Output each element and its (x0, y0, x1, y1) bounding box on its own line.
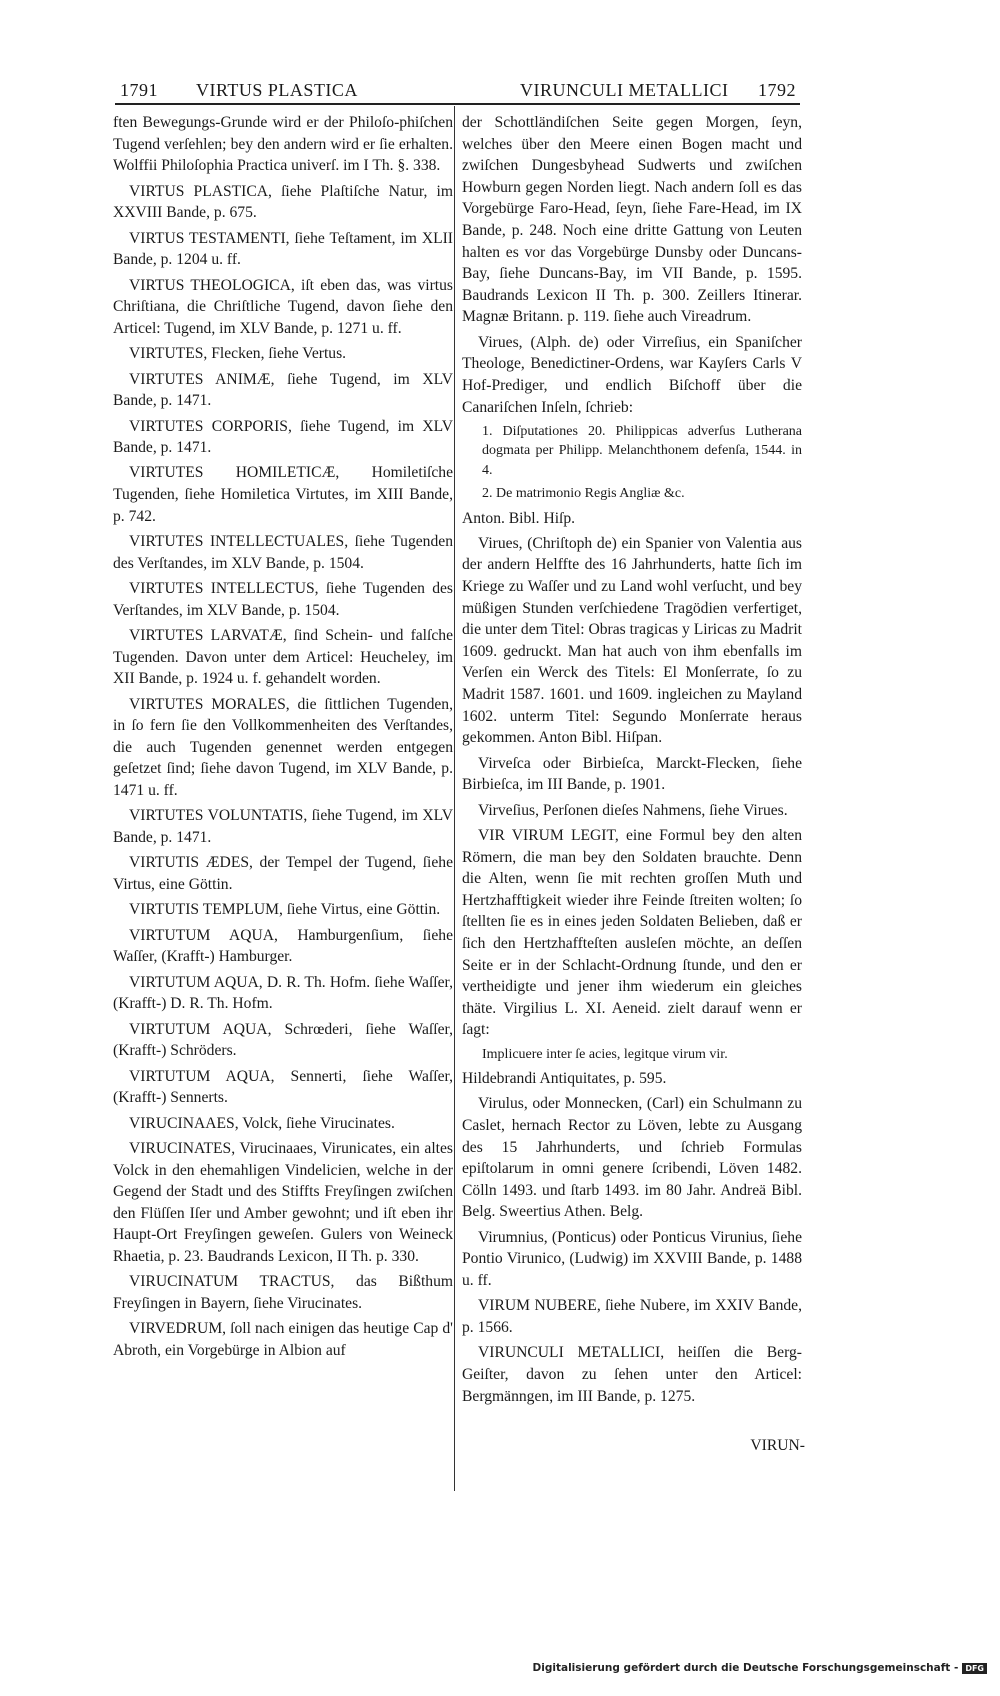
left-page-number: 1791 (120, 80, 158, 100)
entry-virtutes-animae: VIRTUTES ANIMÆ, ſiehe Tugend, im XLV Bande, p. 1471. (113, 370, 453, 410)
entry-virvesius: Virveſius, Perſonen dieſes Nahmens, ſiehe Virues. (478, 801, 788, 819)
entry-virtutum-aqua-hofm: VIRTUTUM AQUA, D. R. Th. Hofm. ſiehe Waſſer, (Krafft-) D. R. Th. Hofm. (113, 973, 453, 1013)
citation: Hildebrandi Antiquitates, p. 595. (462, 1070, 667, 1088)
entry-virues-christoph: Virues, (Chriſtoph de) ein Spanier von Valentia aus der andern Helffte des 16 Jahrhunderts, hatte ſich im Kriege zu Waſſer und zu Land wohl verſucht, und bey müßigen Stunden verſchiedene Tragödien verfertiget, die unter dem Titel: Obras tragicas y Liricas zu Madrit 1609. gedruckt. Man hat auch von ihm ebenfalls im Verſen ein Werck des Titels: El Monſerrate, ſo zu Madrit 1587. 1601. und 1609. ingleichen zu Mayland 1602. unterm Titel: Segundo Monſerrate heraus gekommen. Anton Bibl. Hiſpan. (462, 534, 802, 747)
citation: Anton. Bibl. Hiſp. (462, 509, 576, 527)
entry-virtus-testamenti: VIRTUS TESTAMENTI, ſiehe Teſtament, im XLII Bande, p. 1204 u. ff. (113, 229, 453, 269)
entry-virtutis-templum: VIRTUTIS TEMPLUM, ſiehe Virtus, eine Göttin. (129, 901, 441, 919)
entry-virtutes-intellectuales: VIRTUTES INTELLECTUALES, ſiehe Tugenden des Verſtandes, im XLV Bande, p. 1504. (113, 533, 453, 572)
paragraph: der Schottländiſchen Seite gegen Morgen, ſeyn, welches über den Meere einen Bogen macht und zwiſchen Dungesbyhead Sudwerts und zwiſchen Howburn gegen Norden liegt. Nach andern ſoll es das Vorgebürge Faro-Head, ſeyn, ſiehe Fare-Head, im IX Bande, p. 248. Noch eine dritte Gattung von Leuten halten es vor das Vorgebürge Dunsby oder Duncans-Bay, ſiehe Duncans-Bay, im VII Bande, p. 1595. Baudrands Lexicon II Th. p. 300. Zeillers Itinerar. Magnæ Britann. p. 119. ſiehe auch Vireadrum. (462, 114, 802, 326)
entry-virucinatum-tractus: VIRUCINATUM TRACTUS, das Bißthum Freyſingen in Bayern, ſiehe Virucinates. (113, 1273, 453, 1313)
list-item: 1. Diſputationes 20. Philippicas adverſus Lutherana dogmata per Philipp. Melanchthonem defenſa, 1544. in 4. (482, 423, 802, 478)
entry-virtus-theologica: VIRTUS THEOLOGICA, iſt eben das, was virtus Chriſtiana, die Chriſtliche Tugend, davon ſiehe den Articel: Tugend, im XLV Bande, p. 1271 u. ff. (113, 276, 453, 337)
entry-virtutum-aqua-schroederi: VIRTUTUM AQUA, Schrœderi, ſiehe Waſſer, (Krafft-) Schröders. (113, 1020, 453, 1060)
catchword: VIRUN- (750, 1437, 805, 1454)
column-divider (454, 106, 455, 1491)
entry-virtutum-aqua-sennerti: VIRTUTUM AQUA, Sennerti, ſiehe Waſſer, (Krafft-) Sennerts. (113, 1067, 453, 1107)
entry-virtutes-larvatae: VIRTUTES LARVATÆ, ſind Schein- und falſche Tugenden. Davon unter dem Articel: Heucheley, im XII Bande, p. 1924 u. f. gehandelt worden. (113, 627, 453, 688)
entry-virtutes-intellectus: VIRTUTES INTELLECTUS, ſiehe Tugenden des Verſtandes, im XLV Bande, p. 1504. (113, 580, 453, 619)
entry-virtutes-homileticae: VIRTUTES HOMILETICÆ, Homiletiſche Tugenden, ſiehe Homiletica Virtutes, im XIII Bande, p. 742. (113, 464, 453, 525)
left-column (113, 112, 453, 1365)
entry-vir-virum-legit: VIR VIRUM LEGIT, eine Formul bey den alten Römern, die man bey den Soldaten brauchte. Denn die Alten, wenn ſie mit rechten groſſen Muth und Hertzhafftigkeit wieder ihre Feinde ſtreiten wolten; ſo ſtellten ſie es in eines jeden Soldaten Belieben, daß er ſich den Hertzhaffteſten ausleſen möchte, an deſſen Seite er in der Schlacht-Ordnung ſtunde, und den er vertheidigte und jener ihm wiederum ein gleiches thäte. Virgilius L. XI. Aeneid. zielt darauf wenn er ſagt: (462, 827, 802, 1039)
entry-virum-nubere: VIRUM NUBERE, ſiehe Nubere, im XXIV Bande, p. 1566. (462, 1297, 802, 1336)
digitization-footer (533, 1662, 987, 1674)
dfg-logo: DFG (962, 1663, 987, 1674)
left-running-title: VIRTUS PLASTICA (196, 80, 358, 100)
right-page-number: 1792 (758, 80, 796, 100)
entry-virtutis-aedes: VIRTUTIS ÆDES, der Tempel der Tugend, ſiehe Virtus, eine Göttin. (113, 854, 453, 893)
entry-virtutes: VIRTUTES, Flecken, ſiehe Vertus. (129, 345, 347, 363)
quotation: Implicuere inter ſe acies, legitque virum vir. (482, 1046, 728, 1062)
footer-text: Digitalisierung gefördert durch die Deutsche Forschungsgemeinschaft - (532, 1662, 959, 1674)
entry-virtutes-corporis: VIRTUTES CORPORIS, ſiehe Tugend, im XLV Bande, p. 1471. (113, 417, 453, 457)
paragraph: ften Bewegungs-Grunde wird er der Philoſo-phiſchen Tugend verſehlen; bey den andern wird er ſie erhalten. Wolffii Philoſophia Practica univerſ. im I Th. §. 338. (113, 114, 453, 175)
entry-viruncuIi-metallici: VIRUNCULI METALLICI, heiſſen die Berg-Geiſter, davon zu ſehen unter den Articel: Bergmänngen, im III Bande, p. 1275. (462, 1344, 802, 1405)
entry-virvedrum: VIRVEDRUM, ſoll nach einigen das heutige Cap d' Abroth, ein Vorgebürge in Albion auf (113, 1320, 453, 1359)
entry-virtutum-aqua-hamburg: VIRTUTUM AQUA, Hamburgenſium, ſiehe Waſſer, (Krafft-) Hamburger. (113, 926, 453, 966)
entry-virvesca: Virveſca oder Birbieſca, Marckt-Flecken, ſiehe Birbieſca, im III Bande, p. 1901. (462, 754, 802, 794)
entry-virtus-plastica: VIRTUS PLASTICA, ſiehe Plaſtiſche Natur, im XXVIII Bande, p. 675. (113, 182, 453, 222)
entry-virucinaaes: VIRUCINAAES, Volck, ſiehe Virucinates. (129, 1114, 395, 1132)
entry-virues-alph: Virues, (Alph. de) oder Virreſius, ein Spaniſcher Theologe, Benedictiner-Ordens, war Kayſers Carls V Hof-Prediger, und endlich Biſchoff über die Canariſchen Inſeln, ſchrieb: (462, 333, 802, 416)
entry-virtutes-morales: VIRTUTES MORALES, die ſittlichen Tugenden, in ſo fern ſie den Vollkommenheiten des Verſtandes, die auch Tugenden genennet werden entgegen geſetzet ſind; ſiehe davon Tugend, im XLV Bande, p. 1471 u. ff. (113, 695, 453, 799)
entry-virumnius: Virumnius, (Ponticus) oder Ponticus Virunius, ſiehe Pontio Virunico, (Ludwig) im XXVIII Bande, p. 1488 u. ff. (462, 1228, 802, 1289)
list-item: 2. De matrimonio Regis Angliæ &c. (482, 486, 685, 502)
entry-virucinates: VIRUCINATES, Virucinaaes, Virunicates, ein altes Volck in den ehemahligen Vindelicien, welche in der Gegend der Stadt und des Stiffts Freyſingen zwiſchen den Flüſſen Iſer und Amber gewohnt; und iſt eben ihr Haupt-Ort Freyſingen geweſen. Gulers von Weineck Rhaetia, p. 23. Baudrands Lexicon, II Th. p. 330. (113, 1140, 453, 1266)
entry-virtutes-voluntatis: VIRTUTES VOLUNTATIS, ſiehe Tugend, im XLV Bande, p. 1471. (113, 807, 453, 846)
header-rule (115, 103, 800, 105)
right-running-title: VIRUNCULI METALLICI (520, 80, 729, 100)
right-column (462, 112, 802, 1411)
entry-virulus: Virulus, oder Monnecken, (Carl) ein Schulmann zu Caslet, hernach Rector zu Löven, lebte zu Ausgang des 15 Jahrhunderts, und ſchrieb Formulas epiſtolarum in omni genere ſcribendi, Löven 1482. Cölln 1493. und ſtarb 1493. im 80 Jahr. Andreä Bibl. Belg. Sweertius Athen. Belg. (462, 1095, 802, 1221)
